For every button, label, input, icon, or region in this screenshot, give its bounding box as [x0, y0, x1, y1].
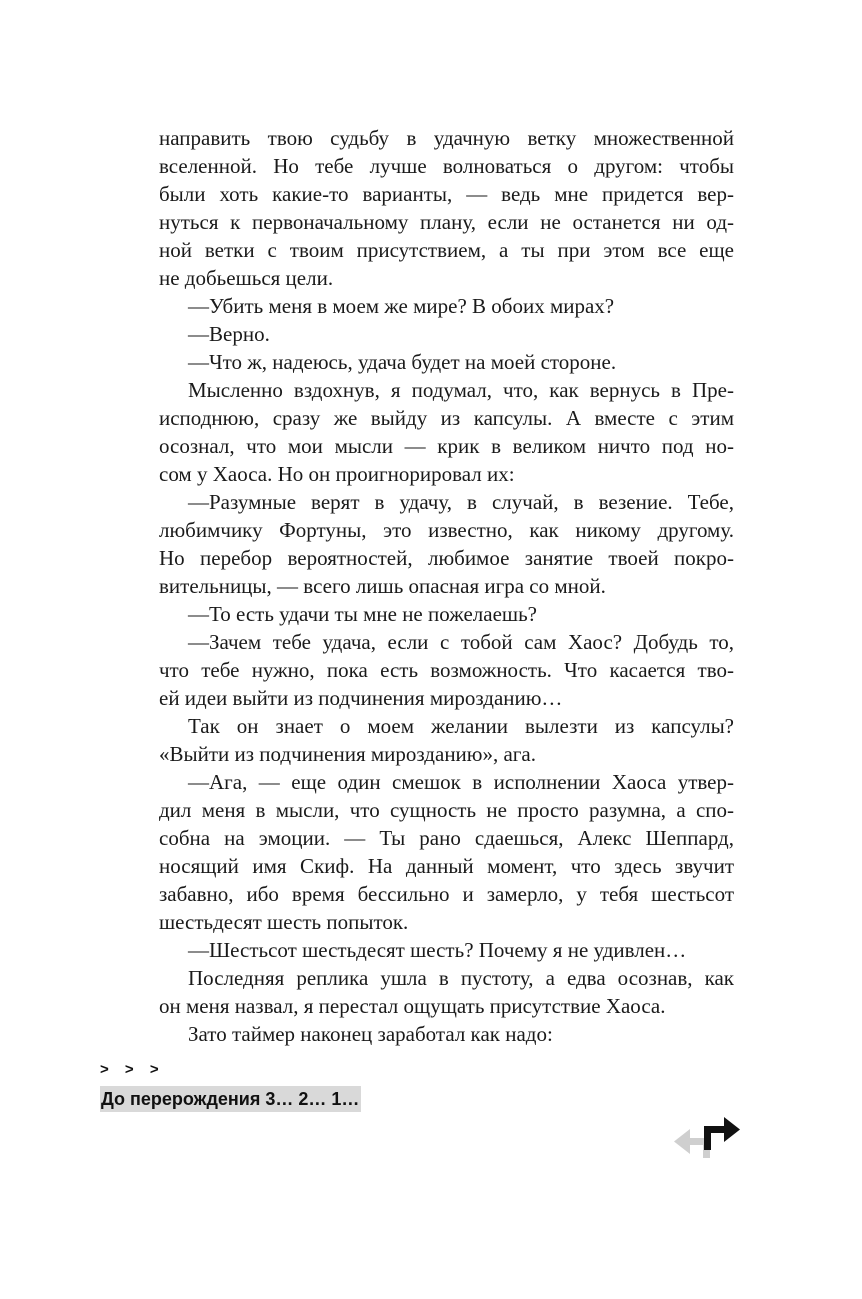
text-line: забавно, ибо время бессильно и замерло, у тебя шестьсот	[159, 882, 734, 906]
text-line: были хоть какие-то варианты, — ведь мне придется вер-	[159, 182, 734, 206]
system-arrows-icon: > > >	[100, 1061, 165, 1078]
text-line: осознал, что мои мысли — крик в великом ничто под но-	[159, 434, 734, 458]
text-line: Но перебор вероятностей, любимое занятие твоей покро-	[159, 546, 734, 570]
text-line: ной ветки с твоим присутствием, а ты при этом все еще	[159, 238, 734, 262]
paragraph	[159, 628, 734, 712]
text-line: исподнюю, сразу же выйду из капсулы. А вместе с этим	[159, 406, 734, 430]
text-line: дил меня в мысли, что сущность не просто разумна, а спо-	[159, 798, 734, 822]
back-forward-arrows-icon	[674, 1112, 740, 1164]
text-line: не добьешься цели.	[159, 266, 334, 290]
text-line: шестьдесят шесть попыток.	[159, 910, 409, 934]
paragraph	[159, 320, 734, 348]
paragraph	[159, 348, 734, 376]
paragraph	[159, 936, 734, 964]
system-message-block	[100, 1060, 361, 1112]
text-line: —Верно.	[188, 322, 270, 346]
text-line: Так он знает о моем желании вылезти из капсулы?	[188, 714, 734, 738]
text-line: что тебе нужно, пока есть возможность. Что касается тво-	[159, 658, 734, 682]
nav-arrows-svg	[674, 1112, 740, 1164]
text-line: ей идеи выйти из подчинения мирозданию…	[159, 686, 563, 710]
paragraph	[159, 964, 734, 1020]
page-body-text	[159, 124, 734, 1048]
text-line: —Разумные верят в удачу, в случай, в везение. Тебе,	[188, 490, 734, 514]
text-line: собна на эмоции. — Ты рано сдаешься, Алекс Шеппард,	[159, 826, 734, 850]
text-line: вительницы, — всего лишь опасная игра со мной.	[159, 574, 606, 598]
text-line: направить твою судьбу в удачную ветку множественной	[159, 126, 734, 150]
paragraph	[159, 376, 734, 488]
system-message: До перерождения 3… 2… 1…	[100, 1086, 361, 1112]
text-line: —То есть удачи ты мне не пожелаешь?	[188, 602, 537, 626]
text-line: —Зачем тебе удача, если с тобой сам Хаос? Добудь то,	[188, 630, 734, 654]
text-line: любимчику Фортуны, это известно, как никому другому.	[159, 518, 734, 542]
paragraph	[159, 124, 734, 292]
text-line: носящий имя Скиф. На данный момент, что здесь звучит	[159, 854, 734, 878]
paragraph	[159, 488, 734, 600]
text-line: —Убить меня в моем же мире? В обоих мирах?	[188, 294, 615, 318]
text-line: Мысленно вздохнув, я подумал, что, как вернусь в Пре-	[188, 378, 734, 402]
paragraph	[159, 600, 734, 628]
paragraph	[159, 1020, 734, 1048]
text-line: сом у Хаоса. Но он проигнорировал их:	[159, 462, 515, 486]
text-line: —Что ж, надеюсь, удача будет на моей стороне.	[188, 350, 617, 374]
text-line: Последняя реплика ушла в пустоту, а едва осознав, как	[188, 966, 734, 990]
text-line: —Ага, — еще один смешок в исполнении Хаоса утвер-	[188, 770, 734, 794]
paragraph	[159, 768, 734, 936]
text-line: Зато таймер наконец заработал как надо:	[188, 1022, 553, 1046]
text-line: «Выйти из подчинения мирозданию», ага.	[159, 742, 536, 766]
paragraph	[159, 712, 734, 768]
paragraph	[159, 292, 734, 320]
text-line: он меня назвал, я перестал ощущать присутствие Хаоса.	[159, 994, 666, 1018]
text-line: вселенной. Но тебе лучше волноваться о другом: чтобы	[159, 154, 734, 178]
text-line: нуться к первоначальному плану, если не останется ни од-	[159, 210, 734, 234]
forward-arrow-icon	[704, 1117, 740, 1150]
text-line: —Шестьсот шестьдесят шесть? Почему я не удивлен…	[188, 938, 687, 962]
